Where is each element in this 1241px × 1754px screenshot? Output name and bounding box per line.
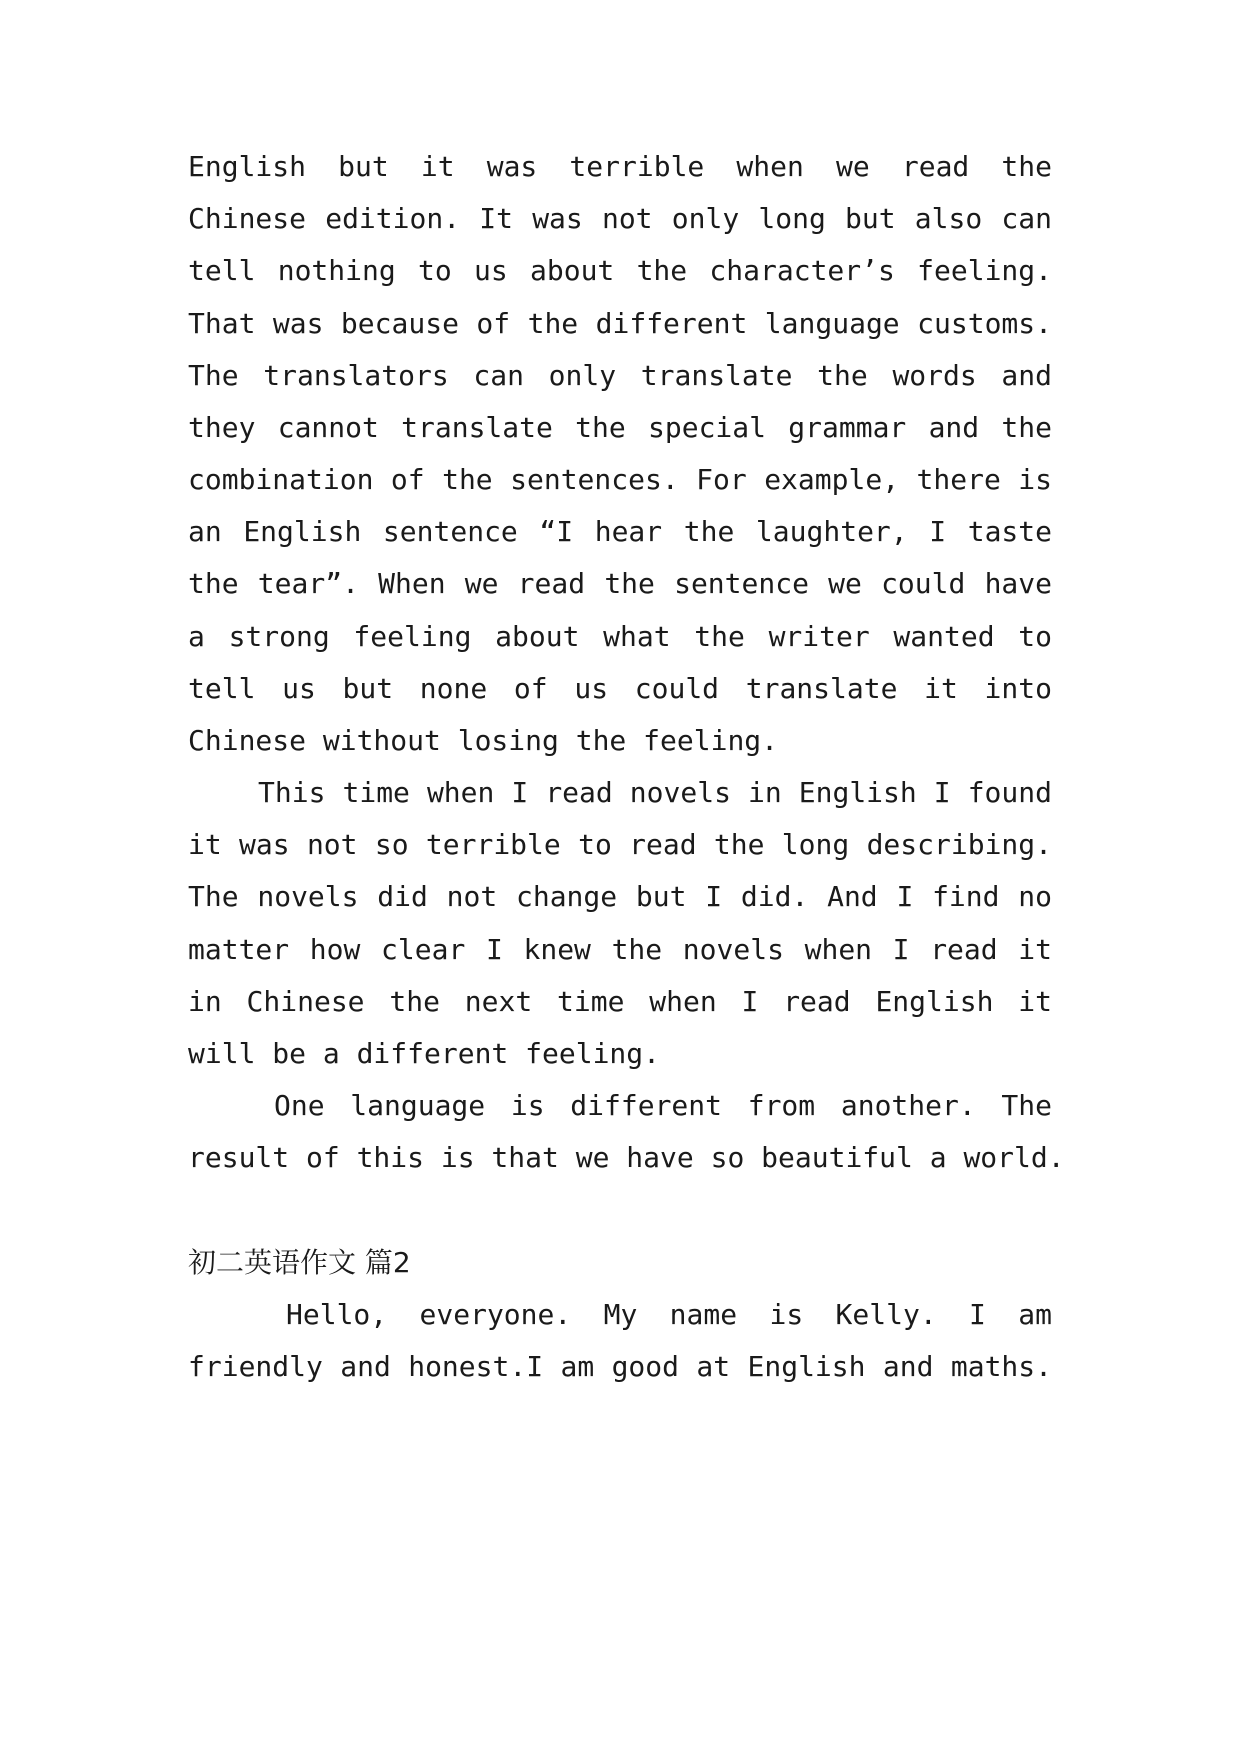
text-line: tell nothing to us about the character’s feeling.: [188, 254, 1052, 287]
text-line: will be a different feeling.: [188, 1037, 661, 1070]
text-line: an English sentence “I hear the laughter, I taste: [188, 515, 1052, 548]
text-line: The translators can only translate the words and: [188, 359, 1052, 392]
text-line: combination of the sentences. For example, there is: [188, 463, 1052, 496]
text-line: in Chinese the next time when I read English it: [188, 985, 1052, 1018]
section-heading: 初二英语作文 篇2: [188, 1246, 411, 1279]
text-line: Chinese edition. It was not only long but also can: [188, 202, 1052, 235]
text-line: One language is different from another. The: [274, 1089, 1052, 1122]
text-line: Hello, everyone. My name is Kelly. I am: [286, 1298, 1052, 1331]
text-line: it was not so terrible to read the long describing.: [188, 828, 1052, 861]
text-line: The novels did not change but I did. And I find no: [188, 880, 1052, 913]
text-line: matter how clear I knew the novels when I read it: [188, 933, 1052, 966]
text-line: friendly and honest.I am good at English and maths.: [188, 1350, 1052, 1383]
text-line: Chinese without losing the feeling.: [188, 724, 779, 757]
text-line: a strong feeling about what the writer wanted to: [188, 620, 1052, 653]
text-line: tell us but none of us could translate it into: [188, 672, 1052, 705]
text-line: That was because of the different language customs.: [188, 307, 1052, 340]
text-line: result of this is that we have so beautiful a world.: [188, 1141, 1065, 1174]
text-line: English but it was terrible when we read the: [188, 150, 1052, 183]
text-line: the tear”. When we read the sentence we could have: [188, 567, 1052, 600]
text-line: they cannot translate the special grammar and the: [188, 411, 1052, 444]
text-line: This time when I read novels in English I found: [258, 776, 1052, 809]
